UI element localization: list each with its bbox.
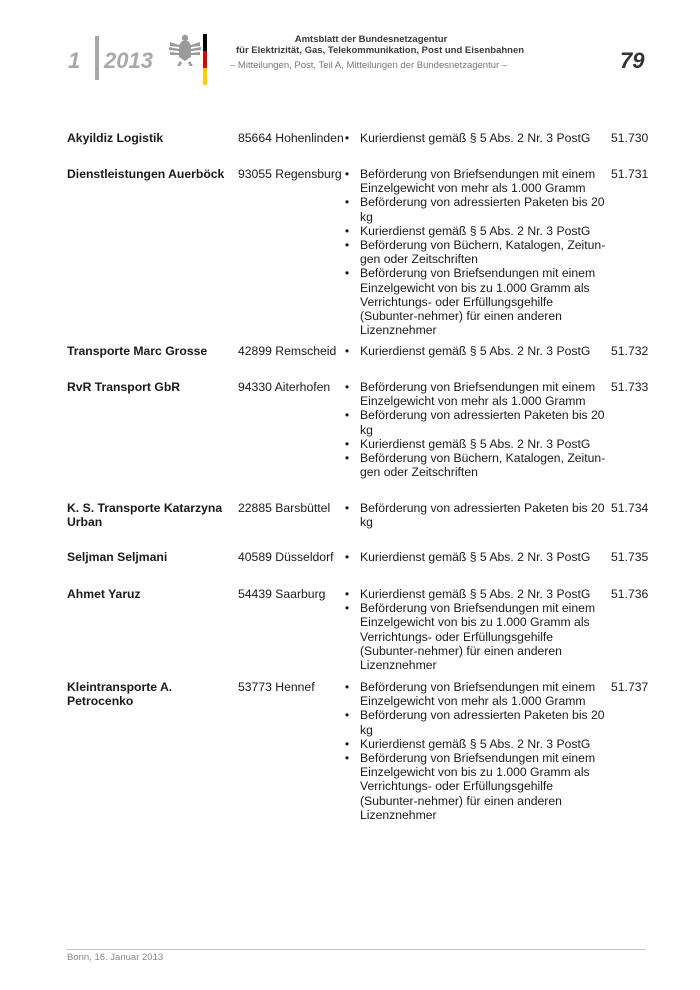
service-text: Kurierdienst gemäß § 5 Abs. 2 Nr. 3 PostG: [360, 436, 591, 451]
service-list: [342, 131, 607, 145]
licensee-name: K. S. Transporte Katarzyna Urban: [67, 501, 223, 530]
bullet-icon: •: [344, 408, 350, 423]
bullet-icon: •: [344, 238, 350, 253]
licensee-location: 53773 Hennef: [238, 680, 315, 694]
service-list: [342, 344, 607, 358]
service-text: Beförderung von Briefsendungen mit einem Einzelgewicht von bis zu 1.000 Gramm als Verrichtungs- oder Erfüllungsgehilfe (Subunter-nehmer) für einen anderen Lizenznehmer: [360, 601, 596, 673]
bullet-icon: •: [344, 501, 350, 515]
service-text: Beförderung von adressierten Paketen bis 20 kg: [360, 501, 605, 530]
service-item: [342, 601, 607, 672]
service-list: [342, 680, 607, 822]
service-text: Kurierdienst gemäß § 5 Abs. 2 Nr. 3 PostG: [360, 550, 591, 564]
service-item: [342, 238, 607, 266]
bullet-icon: •: [344, 266, 350, 281]
service-item: [342, 550, 607, 564]
service-item: [342, 751, 607, 822]
service-item: [342, 737, 607, 751]
service-text: Beförderung von Briefsendungen mit einem Einzelgewicht von bis zu 1.000 Gramm als Verrichtungs- oder Erfüllungsgehilfe (Subunter-nehmer) für einen anderen Lizenznehmer: [360, 751, 596, 822]
license-number: 51.736: [611, 587, 649, 601]
service-list: [342, 587, 607, 672]
service-text: Kurierdienst gemäß § 5 Abs. 2 Nr. 3 PostG: [360, 587, 591, 601]
service-item: [342, 408, 607, 436]
bullet-icon: •: [344, 751, 350, 766]
licensee-location: 54439 Saarburg: [238, 587, 326, 601]
bullet-icon: •: [344, 550, 350, 564]
service-item: [342, 680, 607, 708]
bullet-icon: •: [344, 167, 350, 181]
service-text: Beförderung von Briefsendungen mit einem Einzelgewicht von bis zu 1.000 Gramm als Verrichtungs- oder Erfüllungsgehilfe (Subunter-nehmer) für einen anderen Lizenznehmer: [360, 266, 596, 338]
flag-stripe: [203, 34, 207, 86]
bullet-icon: •: [344, 708, 350, 723]
service-text: Kurierdienst gemäß § 5 Abs. 2 Nr. 3 PostG: [360, 344, 591, 358]
service-text: Beförderung von adressierten Paketen bis 20 kg: [360, 408, 605, 437]
licensee-location: 22885 Barsbüttel: [238, 501, 331, 515]
issue-divider: [95, 36, 99, 80]
bullet-icon: •: [344, 680, 350, 694]
section-subtitle: – Mitteilungen, Post, Teil A, Mitteilungen der Bundesnetzagentur –: [230, 60, 508, 71]
service-item: [342, 344, 607, 358]
service-item: [342, 708, 607, 736]
service-text: Beförderung von Briefsendungen mit einem Einzelgewicht von mehr als 1.000 Gramm: [360, 167, 596, 196]
service-text: Kurierdienst gemäß § 5 Abs. 2 Nr. 3 PostG: [360, 131, 591, 145]
footer-date: Bonn, 16. Januar 2013: [67, 952, 164, 963]
license-number: 51.735: [611, 550, 649, 564]
bullet-icon: •: [344, 601, 350, 616]
bullet-icon: •: [344, 195, 350, 210]
service-list: [342, 380, 607, 479]
licensee-name: Kleintransporte A. Petrocenko: [67, 680, 173, 709]
service-item: [342, 195, 607, 223]
issue-number: 1: [68, 48, 81, 73]
issue-year: 2013: [104, 48, 153, 73]
service-text: Beförderung von adressierten Paketen bis 20 kg: [360, 195, 605, 224]
bullet-icon: •: [344, 223, 350, 238]
service-item: [342, 380, 607, 408]
service-text: Beförderung von Büchern, Katalogen, Zeitun-gen oder Zeitschriften: [360, 451, 606, 480]
page-number: 79: [620, 48, 645, 73]
bullet-icon: •: [344, 131, 350, 145]
bullet-icon: •: [344, 436, 350, 451]
license-number: 51.733: [611, 380, 649, 394]
service-item: [342, 224, 607, 238]
bullet-icon: •: [344, 451, 350, 466]
licensee-name: Dienstleistungen Auerböck: [67, 167, 225, 181]
service-item: [342, 437, 607, 451]
service-text: Beförderung von Briefsendungen mit einem Einzelgewicht von mehr als 1.000 Gramm: [360, 680, 596, 709]
service-list: [342, 167, 607, 337]
license-number: 51.730: [611, 131, 649, 145]
federal-eagle-icon: [168, 32, 202, 68]
bullet-icon: •: [344, 380, 350, 394]
service-item: [342, 587, 607, 601]
licensee-name: RvR Transport GbR: [67, 380, 181, 394]
licensee-name: Akyildiz Logistik: [67, 131, 164, 145]
publication-title: Amtsblatt der Bundesnetzagentur: [294, 34, 448, 45]
licensee-location: 94330 Aiterhofen: [238, 380, 331, 394]
bullet-icon: •: [344, 736, 350, 751]
bullet-icon: •: [344, 344, 350, 358]
service-item: [342, 131, 607, 145]
flag-stripe-gold: [203, 68, 207, 85]
service-item: [342, 501, 607, 529]
licensee-location: 40589 Düsseldorf: [238, 550, 334, 564]
licensee-name: Transporte Marc Grosse: [67, 344, 208, 358]
flag-stripe-black: [203, 34, 207, 51]
service-list: [342, 501, 607, 529]
license-number: 51.732: [611, 344, 649, 358]
service-text: Beförderung von adressierten Paketen bis 20 kg: [360, 708, 605, 737]
service-list: [342, 550, 607, 564]
license-number: 51.737: [611, 680, 649, 694]
licensee-location: 93055 Regensburg: [238, 167, 342, 181]
flag-stripe-red: [203, 51, 207, 68]
service-text: Beförderung von Büchern, Katalogen, Zeitun-gen oder Zeitschriften: [360, 238, 606, 267]
footer-divider: [66, 949, 646, 950]
service-text: Kurierdienst gemäß § 5 Abs. 2 Nr. 3 PostG: [360, 736, 591, 751]
license-number: 51.731: [611, 167, 649, 181]
service-item: [342, 451, 607, 479]
service-text: Kurierdienst gemäß § 5 Abs. 2 Nr. 3 PostG: [360, 223, 591, 238]
licensee-name: Seljman Seljmani: [67, 550, 168, 564]
publication-subtitle: für Elektrizität, Gas, Telekommunikation, Post und Eisenbahnen: [236, 45, 525, 56]
licensee-location: 85664 Hohenlinden: [238, 131, 344, 145]
licensee-location: 42899 Remscheid: [238, 344, 337, 358]
service-text: Beförderung von Briefsendungen mit einem Einzelgewicht von mehr als 1.000 Gramm: [360, 380, 596, 409]
bullet-icon: •: [344, 587, 350, 601]
license-number: 51.734: [611, 501, 649, 515]
service-item: [342, 266, 607, 337]
service-item: [342, 167, 607, 195]
licensee-name: Ahmet Yaruz: [67, 587, 141, 601]
